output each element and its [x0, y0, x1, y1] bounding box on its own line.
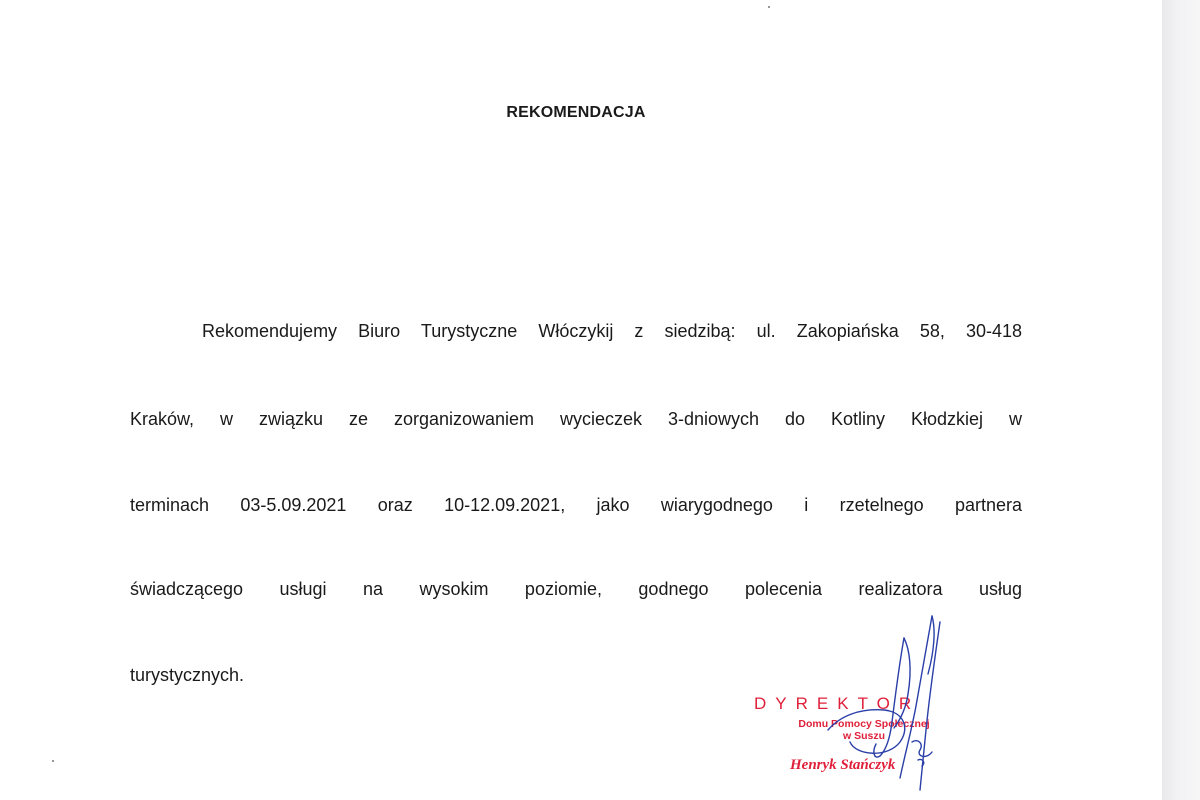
- body-line-1: Rekomendujemy Biuro Turystyczne Włóczykij z siedzibą: ul. Zakopiańska 58, 30-418: [202, 321, 1022, 341]
- scan-edge-shadow: [1162, 0, 1200, 800]
- stamp-title: DYREKTOR: [754, 694, 921, 713]
- handwritten-signature: [800, 610, 970, 800]
- stamp-org-line-2: w Suszu: [842, 730, 885, 742]
- document-title: REKOMENDACJA: [506, 104, 646, 121]
- stamp-name: Henryk Stańczyk: [790, 757, 896, 773]
- body-line-4: świadczącego usługi na wysokim poziomie, godnego polecenia realizatora usług: [130, 579, 1022, 599]
- body-line-3: terminach 03-5.09.2021 oraz 10-12.09.2021, jako wiarygodnego i rzetelnego partnera: [130, 495, 1022, 515]
- scan-speck: [52, 760, 54, 762]
- body-line-2: Kraków, w związku ze zorganizowaniem wycieczek 3-dniowych do Kotliny Kłodzkiej w: [130, 409, 1022, 429]
- stamp-org-line-1: Domu Pomocy Społecznej: [798, 718, 930, 730]
- scan-speck: [768, 6, 770, 8]
- body-line-5: turystycznych.: [130, 665, 245, 685]
